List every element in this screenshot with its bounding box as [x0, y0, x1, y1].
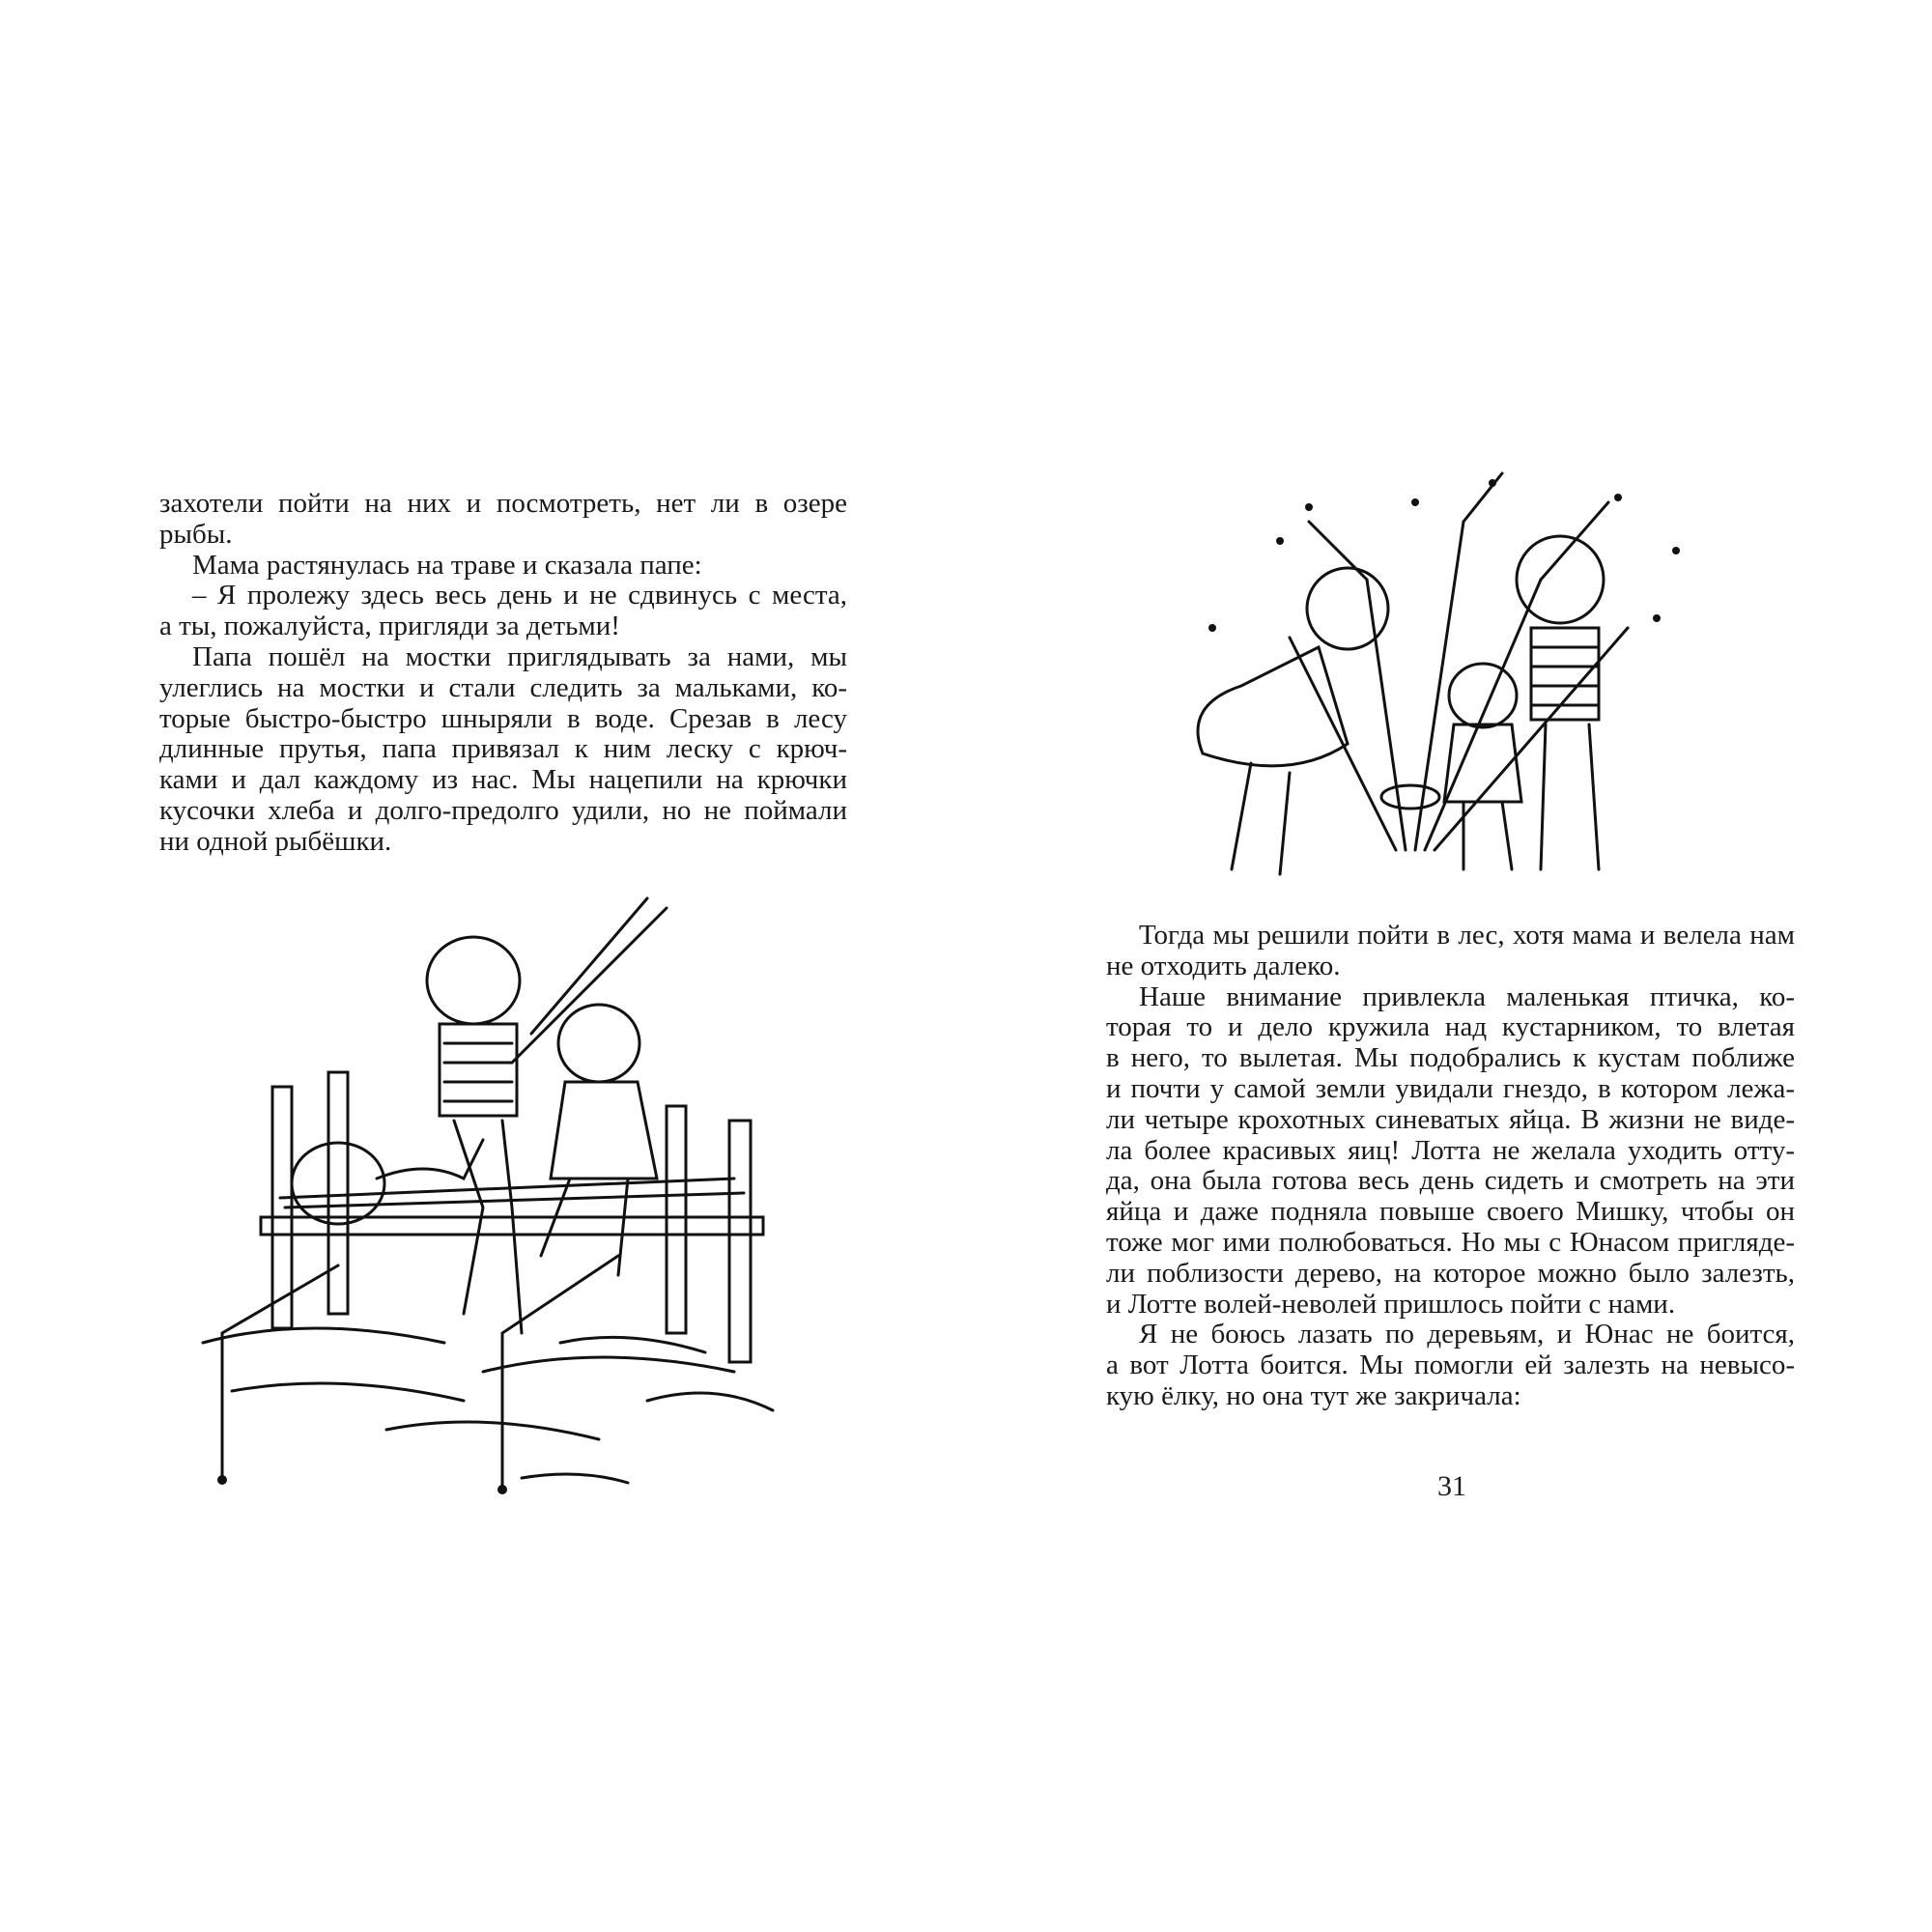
text-line: ли поблизости дерево, на которое можно было залезть, [1106, 1257, 1795, 1289]
paragraph [159, 581, 847, 642]
text-line: и Лотте волей-неволей пришлось пойти с нами. [1106, 1288, 1676, 1320]
illustration-children-fishing-on-pier [193, 889, 821, 1507]
text-line: не отходить далеко. [1106, 950, 1341, 981]
paragraph [1106, 921, 1795, 982]
right-page-text [1106, 921, 1795, 1412]
text-line: кую ёлку, но она тут же закричала: [1106, 1379, 1521, 1411]
text-line: Тогда мы решили пойти в лес, хотя мама и велела нам [1139, 920, 1795, 951]
text-line: да, она была готова весь день сидеть и смотреть на эти [1106, 1165, 1795, 1197]
text-line: захотели пойти на них и посмотреть, нет ли в озере [159, 488, 847, 519]
text-line: Папа пошёл на мостки приглядывать за нами, мы [192, 640, 847, 672]
text-line: в него, то вылетая. Мы подобрались к кустам поближе [1106, 1042, 1795, 1074]
text-line: тоже мог ими полюбоваться. Но мы с Юнасом пригляде- [1106, 1226, 1795, 1258]
text-line: а ты, пожалуйста, пригляди за детьми! [159, 611, 620, 642]
text-line: и почти у самой земли увидали гнездо, в котором лежа- [1106, 1072, 1795, 1104]
text-line: рыбы. [159, 518, 233, 550]
paragraph [159, 551, 847, 582]
paragraph [159, 642, 847, 858]
paragraph [159, 489, 847, 551]
text-line: улеглись на мостки и стали следить за мальками, ко- [159, 671, 847, 703]
text-line: кусочки хлеба и долго-предолго удили, но не поймали [159, 794, 847, 826]
text-line: ли четыре крохотных синеватых яйца. В жизни не виде- [1106, 1103, 1795, 1135]
text-line: – Я пролежу здесь весь день и не сдвинусь с места, [192, 580, 847, 611]
text-line: ни одной рыбёшки. [159, 825, 392, 857]
text-line: яйца и даже подняла повыше своего Мишку, чтобы он [1106, 1196, 1795, 1228]
paragraph [1106, 982, 1795, 1321]
text-line: Я не боюсь лазать по деревьям, и Юнас не боится, [1139, 1319, 1795, 1350]
text-line: ками и дал каждому из нас. Мы нацепили на крючки [159, 764, 847, 796]
paragraph [1106, 1320, 1795, 1411]
left-page-text [159, 489, 847, 858]
text-line: а вот Лотта боится. Мы помогли ей залезть на невысо- [1106, 1350, 1795, 1381]
text-line: торая то и дело кружила над кустарником, то влетая [1106, 1011, 1795, 1043]
text-line: торые быстро-быстро шныряли в воде. Срезав в лесу [159, 702, 847, 734]
text-line: Наше внимание привлекла маленькая птичка, ко- [1139, 980, 1795, 1012]
text-line: Мама растянулась на траве и сказала папе: [192, 549, 702, 581]
illustration-children-looking-at-nest [1174, 464, 1715, 898]
page-number: 31 [1437, 1470, 1466, 1502]
text-line: ла более красивых яиц! Лотта не желала уходить отту- [1106, 1134, 1795, 1166]
text-line: длинные прутья, папа привязал к ним леску с крюч- [159, 733, 847, 765]
